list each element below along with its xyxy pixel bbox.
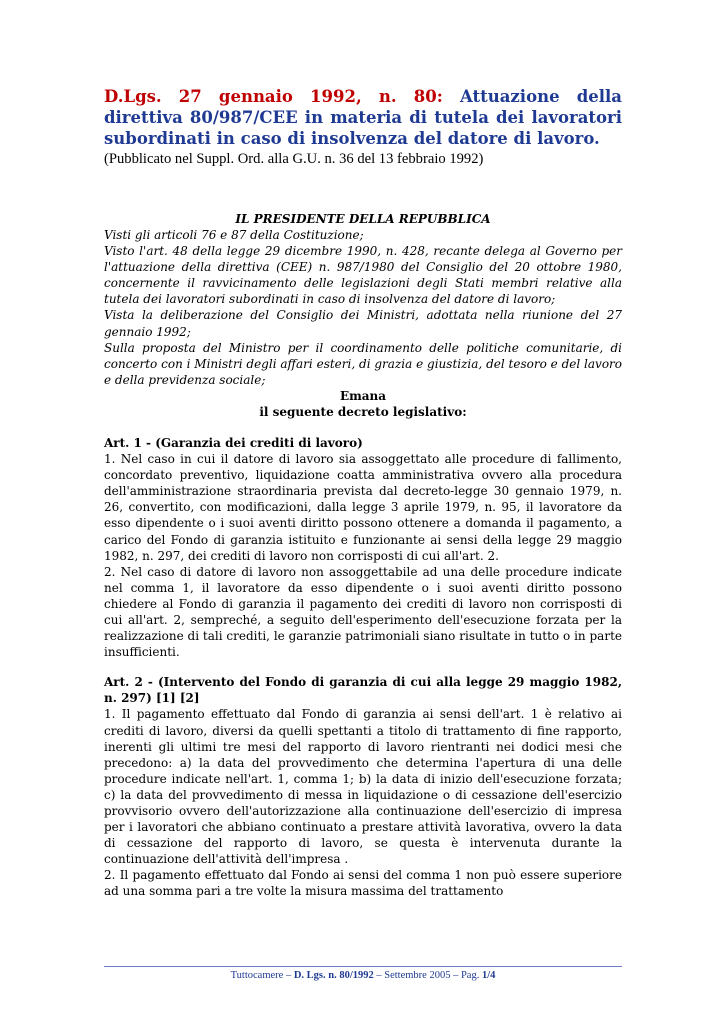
footer-doc: D. Lgs. n. 80/1992	[293, 970, 374, 981]
article-paragraph: 1. Nel caso in cui il datore di lavoro sia assoggettato alle procedure di fallimento, concordato preventivo, liquidazione coatta amministrativa ovvero alla procedura dell'amministrazione straordinaria prevista dal decreto-legge 30 gennaio 1979, n. 26, convertito, con modificazioni, dalla legge 3 aprile 1979, n. 95, il lavoratore da esso dipendente o i suoi aventi diritto possono ottenere a domanda il pagamento, a carico del Fondo di garanzia istituito e funzionante ai sensi della legge 29 maggio 1982, n. 297, dei crediti di lavoro non corrisposti di cui all'art. 2.	[104, 452, 622, 563]
article-paragraph: 2. Nel caso di datore di lavoro non assoggettabile ad una delle procedure indicate nel comma 1, il lavoratore da esso dipendente o i suoi aventi diritto possono chiedere al Fondo di garanzia il pagamento dei crediti di lavoro non corrisposti di cui all'art. 2, sempreché, a seguito dell'esperimento dell'esecuzione forzata per la realizzazione di tali crediti, le garanzie patrimoniali siano risultate in tutto o in parte insufficienti.	[104, 564, 622, 660]
recital: Sulla proposta del Ministro per il coordinamento delle politiche comunitarie, di concerto con i Ministri degli affari esteri, di grazia e giustizia, del tesoro e del lavoro e della previdenza sociale;	[104, 340, 622, 387]
recital: Visti gli articoli 76 e 87 della Costituzione;	[104, 228, 364, 242]
footer-separator: –	[283, 970, 294, 981]
title-subject: Attuazione della direttiva 80/987/CEE in materia di tutela dei lavoratori subordinati in caso di insolvenza del datore di lavoro.	[104, 87, 622, 148]
footer-date: Settembre 2005	[384, 970, 451, 981]
footer-page-label: Pag.	[460, 970, 482, 981]
article-heading: Art. 1 - (Garanzia dei crediti di lavoro)	[104, 435, 363, 450]
footer-page-number: 1/4	[481, 970, 496, 981]
article-1	[104, 435, 622, 660]
page-footer	[104, 966, 622, 981]
recital: Vista la deliberazione del Consiglio dei Ministri, adottata nella riunione del 27 gennaio 1992;	[104, 308, 622, 339]
document-title	[104, 86, 622, 149]
article-paragraph: 2. Il pagamento effettuato dal Fondo ai sensi del comma 1 non può essere superiore ad una somma pari a tre volte la misura massima del trattamento	[104, 868, 622, 899]
footer-separator: –	[373, 970, 385, 981]
document-page	[104, 86, 622, 900]
title-reference: D.Lgs. 27 gennaio 1992, n. 80:	[104, 87, 443, 106]
emana-heading: Emana	[339, 388, 387, 403]
article-2	[104, 674, 622, 899]
publication-note: (Pubblicato nel Suppl. Ord. alla G.U. n. 36 del 13 febbraio 1992)	[104, 151, 484, 167]
article-paragraph: 1. Il pagamento effettuato dal Fondo di garanzia ai sensi dell'art. 1 è relativo ai crediti di lavoro, diversi da quelli spettanti a titolo di trattamento di fine rapporto, inerenti gli ultimi tre mesi del rapporto di lavoro rientranti nei dodici mesi che precedono: a) la data del provvedimento che determina l'apertura di una delle procedure indicate nell'art. 1, comma 1; b) la data di inizio dell'esecuzione forzata; c) la data del provvedimento di messa in liquidazione o di cessazione dell'esercizio provvisorio ovvero dell'autorizzazione alla continuazione dell'esercizio di impresa per i lavoratori che abbiano continuato a prestare attività lavorativa, ovvero la data di cessazione del rapporto di lavoro, se questa è intervenuta durante la continuazione dell'attività dell'impresa .	[104, 707, 622, 867]
footer-separator: –	[450, 970, 461, 981]
president-heading: IL PRESIDENTE DELLA REPUBBLICA	[235, 212, 491, 226]
recitals	[104, 227, 622, 388]
decree-heading: il seguente decreto legislativo:	[259, 404, 467, 419]
recital: Visto l'art. 48 della legge 29 dicembre 1990, n. 428, recante delega al Governo per l'attuazione della direttiva (CEE) n. 987/1980 del Consiglio del 20 ottobre 1980, concernente il ravvicinamento delle legislazioni degli Stati membri relative alla tutela dei lavoratori subordinati in caso di insolvenza del datore di lavoro;	[104, 244, 622, 307]
article-heading: Art. 2 - (Intervento del Fondo di garanzia di cui alla legge 29 maggio 1982, n. 297) [1] [2]	[104, 675, 622, 706]
footer-source: Tuttocamere	[230, 970, 284, 981]
